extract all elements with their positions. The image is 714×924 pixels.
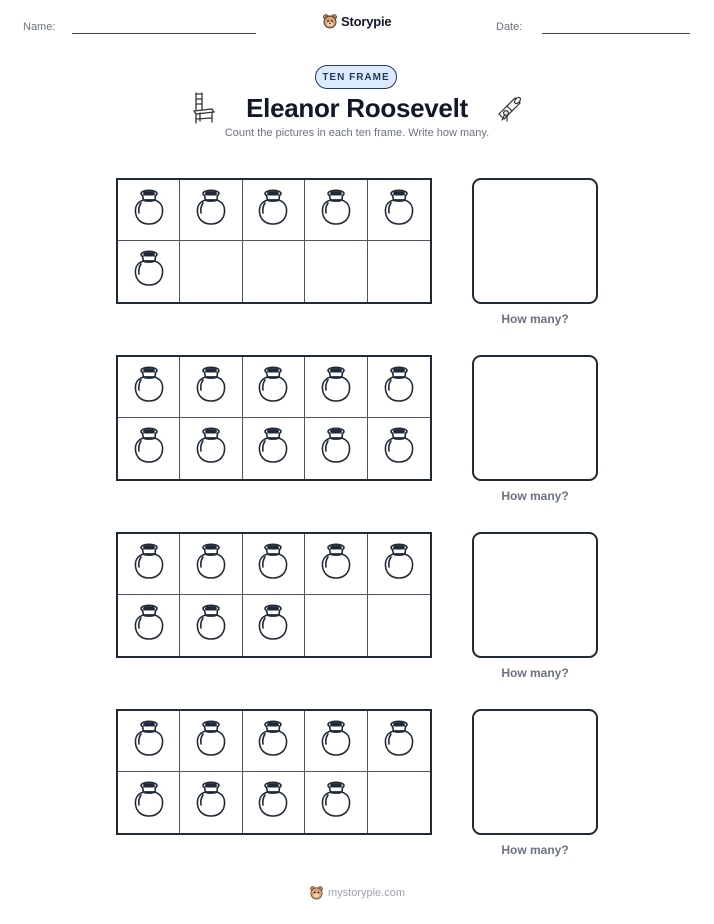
- chair-icon: [190, 91, 218, 125]
- ten-frame-cell: [243, 418, 305, 479]
- answer-box-1[interactable]: [472, 178, 598, 304]
- ten-frame-cell: [180, 534, 242, 595]
- ten-frame-cell: [118, 711, 180, 772]
- brand-name: Storypie: [341, 13, 392, 29]
- jar-icon: [132, 249, 166, 294]
- jar-icon: [132, 188, 166, 233]
- ten-frame-cell: [118, 534, 180, 595]
- ten-frame-cell: [368, 418, 430, 479]
- ten-frame-cell: [368, 534, 430, 595]
- jar-icon: [382, 188, 416, 233]
- jar-icon: [132, 780, 166, 825]
- ten-frame-cell: [243, 357, 305, 418]
- how-many-label-1: How many?: [501, 312, 569, 326]
- ten-frame-cell: [368, 772, 430, 833]
- jar-icon: [194, 426, 228, 471]
- jar-icon: [382, 719, 416, 764]
- jar-icon: [382, 365, 416, 410]
- ten-frame-cell: [118, 418, 180, 479]
- ten-frame-cell: [118, 180, 180, 241]
- ten-frame-cell: [305, 595, 367, 656]
- jar-icon: [256, 188, 290, 233]
- name-line[interactable]: [72, 33, 256, 34]
- ten-frame-cell: [180, 772, 242, 833]
- ten-frame-3: [116, 532, 432, 658]
- ten-frame-cell: [243, 595, 305, 656]
- ten-frame-cell: [180, 180, 242, 241]
- how-many-label-4: How many?: [501, 843, 569, 857]
- ten-frame-cell: [368, 241, 430, 302]
- ten-frame-cell: [305, 241, 367, 302]
- ten-frame-2: [116, 355, 432, 481]
- ten-frame-cell: [243, 711, 305, 772]
- jar-icon: [194, 542, 228, 587]
- ten-frame-cell: [118, 241, 180, 302]
- jar-icon: [256, 426, 290, 471]
- ten-frame-4: [116, 709, 432, 835]
- ten-frame-cell: [243, 772, 305, 833]
- ten-frame-cell: [243, 180, 305, 241]
- how-many-label-2: How many?: [501, 489, 569, 503]
- jar-icon: [132, 542, 166, 587]
- ten-frame-cell: [305, 180, 367, 241]
- ten-frame-cell: [118, 595, 180, 656]
- ten-frame-cell: [305, 534, 367, 595]
- name-label: Name:: [23, 21, 56, 33]
- jar-icon: [382, 542, 416, 587]
- jar-icon: [256, 719, 290, 764]
- jar-icon: [256, 365, 290, 410]
- jar-icon: [132, 426, 166, 471]
- date-label: Date:: [496, 21, 523, 33]
- jar-icon: [194, 780, 228, 825]
- jar-icon: [319, 780, 353, 825]
- jar-icon: [132, 603, 166, 648]
- answer-box-2[interactable]: [472, 355, 598, 481]
- ten-frame-cell: [305, 772, 367, 833]
- title-row: [0, 88, 714, 128]
- ten-frame-cell: [305, 418, 367, 479]
- jar-icon: [256, 542, 290, 587]
- brand-logo: [322, 13, 391, 29]
- ten-frame-1: [116, 178, 432, 304]
- jar-icon: [256, 780, 290, 825]
- jar-icon: [256, 603, 290, 648]
- jar-icon: [194, 188, 228, 233]
- jar-icon: [319, 365, 353, 410]
- jar-icon: [319, 719, 353, 764]
- instructions: Count the pictures in each ten frame. Write how many.: [224, 127, 490, 139]
- page-title: Eleanor Roosevelt: [246, 92, 468, 123]
- jar-icon: [319, 542, 353, 587]
- ten-frame-cell: [368, 357, 430, 418]
- ten-frame-cell: [243, 534, 305, 595]
- jar-icon: [194, 603, 228, 648]
- ten-frame-cell: [118, 357, 180, 418]
- ten-frame-cell: [118, 772, 180, 833]
- jar-icon: [194, 719, 228, 764]
- jar-icon: [132, 719, 166, 764]
- ten-frame-cell: [180, 241, 242, 302]
- ten-frame-cell: [305, 711, 367, 772]
- how-many-label-3: How many?: [501, 666, 569, 680]
- jar-icon: [319, 426, 353, 471]
- jar-icon: [194, 365, 228, 410]
- jar-icon: [319, 188, 353, 233]
- ten-frame-badge: TEN FRAME: [315, 65, 397, 89]
- ten-frame-cell: [180, 357, 242, 418]
- bear-mascot-icon: [322, 13, 338, 29]
- ten-frame-cell: [180, 418, 242, 479]
- ten-frame-cell: [368, 595, 430, 656]
- bear-mascot-icon: [309, 885, 324, 900]
- jar-icon: [382, 426, 416, 471]
- jar-icon: [132, 365, 166, 410]
- ten-frame-cell: [368, 180, 430, 241]
- ten-frame-cell: [305, 357, 367, 418]
- ten-frame-cell: [243, 241, 305, 302]
- diploma-scroll-icon: [494, 94, 524, 122]
- ten-frame-cell: [368, 711, 430, 772]
- answer-box-3[interactable]: [472, 532, 598, 658]
- footer: [0, 885, 714, 900]
- footer-url[interactable]: mystorypie.com: [327, 886, 406, 899]
- ten-frame-cell: [180, 595, 242, 656]
- answer-box-4[interactable]: [472, 709, 598, 835]
- date-line[interactable]: [542, 33, 690, 34]
- ten-frame-cell: [180, 711, 242, 772]
